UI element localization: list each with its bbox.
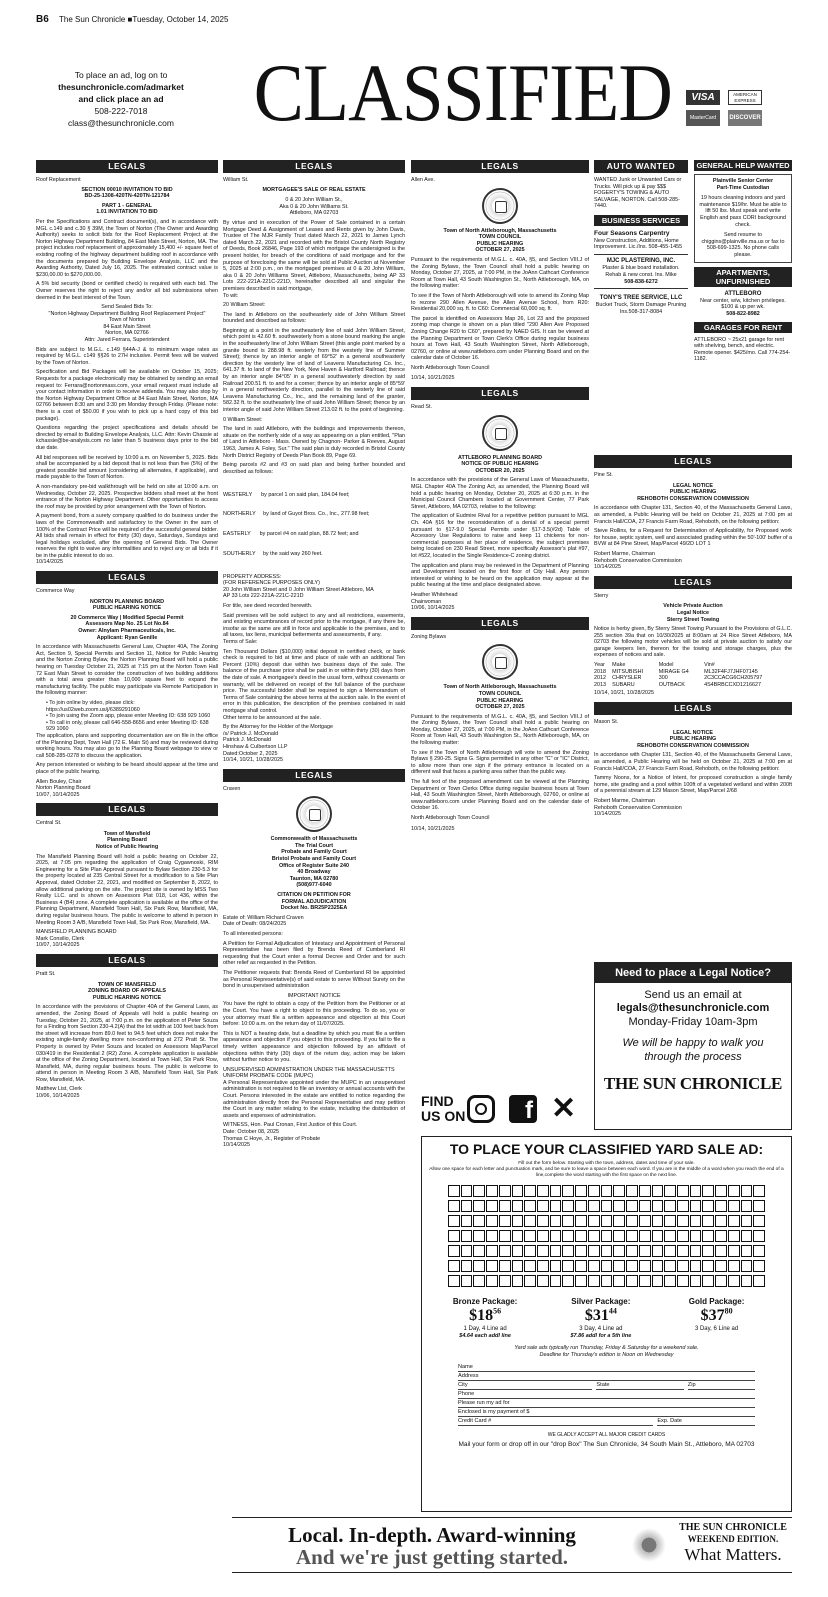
letter-cell[interactable] xyxy=(562,1260,574,1272)
column-45: LEGALS Pine St. LEGAL NOTICE PUBLIC HEARING REHOBOTH CONSERVATION COMMISSION In accordance with Chapter 131, Section 40, of the Massachusetts General Laws, as amended, a Public Hearing will be held on October 21, 2025 at 7:00 pm at Francis Hall/COA, 27 Francis Farm Road, Rehoboth, on the following petition: Steve Rollins, for a Request for Determination of Applicability, for Proposed work for house, septic system, well and associated grading within the 50'-100' buffer of a BVW at 84 Pine Street, Map/Parcel 49/2D LOT 1 Robert Marme, Chairman Rehoboth Conservation Commission 10/14/2025 LEGALS Sterry Vehicle Private Auction Legal Notice Sterry Street Towing Notice is herby given, By Sterry Street Towing Pursuant to the Provisions of G.L.C. 255 section 39a that on 10/30/2025 at 8:00am at 24 Rice Street Attleboro, MA 02703 the following motor vehicles will be sold at private auction to satisfy our garage keepers lien, thereon for the towing and storage charges, plus the expenses of notices and sale. Year Make Model Vin# 2018 MITSUBISHI MIRAGE G4 ML32F4FJ7JHF07145 2012 CHRYSLER 300 2C3CCACG6CH205797 2013 SUBARU OUTBACK 4S4BRBCCXD1216627 10/14, 10/21, 10/28/2025 LEGALS Mason St. LEGAL NOTICE PUBLIC HEARING REHOBOTH CONSERVATION COMMISSION In accordance with Chapter 131, Section 40, of the Massachusetts General Laws, as amended, a Public Hearing will be held on October 21, 2025 at 7:00 pm at Francis Hall/COA, 27 Francis Farm Road, Rehoboth, on the following petition: Tammy Noons, for a Notice of Intent, for proposed construction a single family home, site grading and a pool within 100ft of a vegetated wetland and within 200ft of a perennial stream at 129 Mason Street, Map/Parcel 2/68 Robert Marme, Chairman Rehoboth Conservation Commission 10/14/2025 xyxy=(594,456,792,818)
letter-cell[interactable] xyxy=(690,1185,702,1197)
letter-cell[interactable] xyxy=(575,1215,587,1227)
letter-cell[interactable] xyxy=(728,1260,740,1272)
letter-cell[interactable] xyxy=(486,1230,498,1242)
letter-cell[interactable] xyxy=(702,1260,714,1272)
letter-cell[interactable] xyxy=(741,1260,753,1272)
north-attleborough-seal-icon xyxy=(482,188,518,224)
letter-cell[interactable] xyxy=(588,1245,600,1257)
payment-field[interactable]: Enclosed is my payment of $ xyxy=(458,1408,755,1417)
section-header: LEGALS xyxy=(36,571,218,584)
letter-cell[interactable] xyxy=(639,1185,651,1197)
letter-cell[interactable] xyxy=(550,1200,562,1212)
letter-cell[interactable] xyxy=(728,1275,740,1287)
discover-icon: DISCOVER xyxy=(728,110,762,126)
letter-cell[interactable] xyxy=(448,1260,460,1272)
letter-cell[interactable] xyxy=(562,1215,574,1227)
letter-cell[interactable] xyxy=(753,1245,765,1257)
letter-cell[interactable] xyxy=(512,1200,524,1212)
letter-cell[interactable] xyxy=(512,1275,524,1287)
letter-cell[interactable] xyxy=(702,1185,714,1197)
letter-cell[interactable] xyxy=(728,1215,740,1227)
letter-cell[interactable] xyxy=(537,1245,549,1257)
letter-cell[interactable] xyxy=(524,1215,536,1227)
section-header: LEGALS xyxy=(36,954,218,967)
page-number: B6 xyxy=(36,14,49,25)
letter-cell[interactable] xyxy=(652,1215,664,1227)
job-listing: Plainville Senior Center Part-Time Custodian 19 hours cleaning indoors and yard maintenance $19/hr. Must be able to lift 50 lbs. Must speak and write English and pass CORI background check. Send resume to chiggins@plainville.ma.us or fax to 508-699-1325. No phone calls please. xyxy=(694,174,792,263)
letter-cell[interactable] xyxy=(550,1245,562,1257)
letter-cell[interactable] xyxy=(639,1200,651,1212)
letter-cell[interactable] xyxy=(562,1245,574,1257)
letter-cell[interactable] xyxy=(562,1185,574,1197)
address-field[interactable]: Address xyxy=(458,1372,755,1381)
page-title: CLASSIFIED xyxy=(253,47,672,138)
letter-cell[interactable] xyxy=(639,1275,651,1287)
letter-cell[interactable] xyxy=(524,1260,536,1272)
letter-cell[interactable] xyxy=(588,1275,600,1287)
letter-cell[interactable] xyxy=(702,1245,714,1257)
letter-cell[interactable] xyxy=(486,1185,498,1197)
section-header: LEGALS xyxy=(594,702,792,715)
letter-cell[interactable] xyxy=(702,1215,714,1227)
letter-cell[interactable] xyxy=(473,1245,485,1257)
bronze-package[interactable]: Bronze Package: $\$18^{56}$ 1 Day, 4 Line ad $4.64 each addl line xyxy=(452,1296,518,1340)
letter-cell[interactable] xyxy=(741,1245,753,1257)
letter-cell[interactable] xyxy=(652,1260,664,1272)
letter-cell[interactable] xyxy=(690,1245,702,1257)
letter-cell[interactable] xyxy=(512,1230,524,1242)
letter-cell[interactable] xyxy=(753,1275,765,1287)
card-logos xyxy=(686,90,786,130)
letter-cell[interactable] xyxy=(550,1275,562,1287)
letter-cell[interactable] xyxy=(537,1230,549,1242)
column-3: LEGALS Allen Ave. Town of North Attleborough, Massachusetts TOWN COUNCIL PUBLIC HEARING OCTOBER 27, 2025 Pursuant to the requirements of M.G.L. c. 40A, §5, and Section VIII.J of the Zoning Bylaws, the Town Council shall hold a public hearing on Monday, October 27, 2025, at 7:00 PM, in the JoAnn Cathcart Conference Room at Town Hall, 43 South Washington St., North Attleborough, MA, on the following matter: To see if the Town of North Attleborough will vote to amend its Zoning Map to rezone 290 Allen Avenue, the Allen Avenue School, from R20: Residential 20,000 sq. ft. to C60: Commercial 60,000 sq. ft. The parcel is identified on Assessors Map 26, Lot 23 and the proposed zoning map change is shown on a plan titled "290 Allen Ave Proposed Zoning Change R20 to C60", prepared by NAED GIS. It can be viewed at the Planning Department or Town Clerk's Office during regular business hours at Town Hall, 43 South Washington Street, North Attleborough, 02760, or online at www.nattleboro.com under Planning Board and on the calendar date of October 16. North Attleborough Town Council 10/14, 10/21/2025 LEGALS Read St. ATTLEBORO PLANNING BOARD NOTICE OF PUBLIC HEARING OCTOBER 20, 2025 In accordance with the provisions of the General Laws of Massachusetts, MGL Chapter 40A The Zoning Act, as amended, the Planning Board will hold a public hearing on Monday, October 20, 2025 at 6:30 p.m. in the Municipal Council Chambers located at Government Center, 77 Park Street, Attleboro, MA 02703, relative to the following: The application of Eudmire Rival for a repetitive petition pursuant to MGL Ch. 40A §16 for the reconsideration of a denial of a special permit pursuant to §17-9.0 Special Permits under §17-3.5(#2d) Table of Accessory Use Regulations to raise and keep 11 chickens for non-commercial purposes at her place of residence, the subject premises being located on 230 Read Street, more specifically Assessor's plat #97, lot #522, located in the Single Residence-C zoning district. The application and plans may be reviewed in the Department of Planning and Development located on the first floor of City Hall. Any person interested or wishing to be heard on the application may appear at the public hearing at the time and place designated above. Heather Whitehead Chairwoman 10/06, 10/14/2025 LEGALS Zoning Bylaws Town of North Attleborough, Massachusetts TOWN COUNCIL PUBLIC HEARING OCTOBER 27, 2025 Pursuant to the requirements of M.G.L. c. 40A, §5, and Section VIII.J of the Zoning Bylaws, the Town Council shall hold a public hearing on Monday, October 27, 2025, at 7:00 PM, in the JoAnn Cathcart Conference Room at Town Hall, 43 South Washington St., North Attleborough, MA, on the following matter: To see if the Town of North Attleborough will vote to amend the Zoning Bylaws § 290-25. Signs G. Signs permitted in any other "C" or "IC" District, to allow more than one sign if the primary entrance is located on a different wall that faces a parking area rather than the public way. The full text of the proposed amendment can be viewed at the Planning Department or Town Clerks Office during regular business hours at Town Hall, 43 South Washington Street, North Attleborough, 02760, or online at www.nattleboro.com under Planning Board and on the calendar date of October 16. North Attleborough Town Council 10/14, 10/21/2025 xyxy=(411,161,589,832)
silver-package[interactable]: Silver Package: $\$31^{44}$ 3 Day, 4 Line ad $7.86 addl for a 5th line xyxy=(570,1296,632,1340)
mastercard-icon: MasterCard xyxy=(686,110,720,126)
letter-cell[interactable] xyxy=(461,1275,473,1287)
letter-cell[interactable] xyxy=(664,1185,676,1197)
letter-cell[interactable] xyxy=(499,1200,511,1212)
letter-cell[interactable] xyxy=(601,1275,613,1287)
letter-cell[interactable] xyxy=(652,1275,664,1287)
section-header: LEGALS xyxy=(411,617,589,630)
letter-cell[interactable] xyxy=(715,1245,727,1257)
column-2: LEGALS William St. MORTGAGEE'S SALE OF REAL ESTATE 0 & 20 John William St., Aka 0 & 20 John Williams St. Attleboro, MA 02703 By virtue and in execution of the Power of Sale contained in a certain Mortgage Deed & Assignment of Leases and Rents given by John Davis, Trustee of The MJR Family Trust dated March 22, 2021 to James Lynch dated March 22, 2021 and recorded with the Bristol County North Registry of Deeds, Book 26846, Page 193 of which mortgage the undersigned is the present holder, for breach of the conditions of said mortgage and for the purpose of foreclosing the same will be sold at Public Auction at November 5, 2025 at 2:00 p.m., on the mortgaged premises at 0 & 20 John William, aka 0 & 20 John Williams Street, Attleboro, Massachusetts, being AP 33 Lots 222-221A-221C-221D, hereinafter described all and singular the premises described in said mortgage, To wit: 20 William Street: The land in Attleboro on the southeasterly side of John William Street bounded and described as follows: Beginning at a point in the southeasterly line of said John William Street, which point is 42.60 ft. southwesterly from a stone bound marking the angle in the southeasterly line of John William Street (this angle point marked by a granite bound is 288.98 ft. westerly from the westerly line of Summer Street); thence by an interior angle of 69°52' in a general southeasterly direction by the westerly line of land of Leavens Manufacturing Co. Inc., 641.37 ft. to land of the New York, New Haven & Hartford Railroad; thence by an interior angle 84°05' in a general southwesterly direction by said Railroad 200.51 ft. to and for a corner; thence by an interior angle of 85°59' in a general northwesterly direction, parallel to the westerly line of said Leavens Manufacturing Co., Inc., and the remaining land of the granter, 582.32 ft. to the southeasterly line of said John William Street; thence by an interior angle of said John William Street 213.02 ft. to the point of beginning. 0 William Street: The land in said Attleboro, with the buildings and improvements thereon, situate on the northerly side of a way as appearing on a plan entitled, "Plan of Land in Attleboro - Mass. Owned by Chagnon- Parker & Reeves, August 1963, James A. Foley, Sur." The said plan is duly recorded in Bristol County North District Registry of Deeds Plan Book 89, Page 69. Being parcels #2 and #3 on said plan and being further bounded and described as follows: WESTERLY by parcel 1 on said plan, 184.04 feet; NORTHERLY by land of Guyot Bros. Co., Inc., 277.98 feet; EASTERLY by parcel #4 on said plan, 88.72 feet; and SOUTHERLY by the said way 260 feet. PROPERTY ADDRESS: (FOR REFERENCE PURPOSES ONLY) 20 John William Street and 0 John William Street Attleboro, MA AP 33 Lots 222-221A-221C-221D For title, see deed recorded herewith. Said premises will be sold subject to any and all restrictions, easements, and existing encumbrances of record prior to the mortgage, if any there be, insofar as the same are still in force and applicable to the premises, and to all taxes, tax liens, municipal betterments and assessments, if any. Terms of Sale: Ten Thousand Dollars ($10,000) initial deposit in certified check, or bank check is required to bid at time and place of sale with an additional Ten Percent (10%) deposit due within two business days of the sale. The balance of the purchase price shall be paid in or within thirty (30) days from the date of sale. A mortgagee's deed in the usual form, without covenants or warranty, will be delivered on receipt of the full balance of the purchase price. The successful bidder shall be required to sign a Memorandum of Terms of Sale containing the above terms at the auction sale. In the event of error in this publication, the description of the premises contained in said mortgage shall control. Other terms to be announced at the sale. By the Attorney for the Holder of the Mortgage /s/ Patrick J. McDonald Patrick J. McDonald Hinshaw & Culbertson LLP Dated:October 2, 2025 10/14, 10/21, 10/28/2025 LEGALS Craven Commonwealth of Massachusetts The Trial Court Probate and Family Court Bristol Probate and Family Court Office of Register Suite 240 40 Broadway Taunton, MA 02780 (508)977-6040 CITATION ON PETITION FOR FORMAL ADJUDICATION Docket No. BR25P2325EA Estate of: William Richard Craven Date of Death: 08/24/2025 To all interested persons: A Petition for Formal Adjudication of Intestacy and Appointment of Personal Representative has been filed by Brenda Reed of Cumberland RI requesting that the Court enter a formal Decree and Order and for such other relief as requested in the Petition. The Petitioner requests that: Brenda Reed of Cumberland RI be appointed as Personal Representative(s) of said estate to serve Without Surety on the bond in unsupervised administration IMPORTANT NOTICE You have the right to obtain a copy of the Petition from the Petitioner or at the Court. You have a right to object to this proceeding. To do so, you or your attorney must file a written appearance and objection at this Court before: 10:00 a.m. on the return day of 11/07/2025. This is NOT a hearing date, but a deadline by which you must file a written appearance and objection if you object to this proceeding. If you fail to file a timely written appearance and objection followed by an affidavit of objections within thirty (30) days of the return day, action may be taken without further notice to you. UNSUPERVISED ADMINISTRATION UNDER THE MASSACHUSETTS UNIFORM PROBATE CODE (MUPC) A Personal Representative appointed under the MUPC in an unsupervised administration is not required to file an inventory or annual accounts with the Court. Persons interested in the estate are entitled to notice regarding the administration directly from the Personal Representative and may petition the Court in any matter relating to the estate, including the distribution of assets and expenses of administration. WITNESS, Hon. Paul Cronan, First Justice of this Court. Date: October 08, 2025 Thomas C Hoye, Jr., Register of Probate 10/14/2025 xyxy=(223,161,405,1149)
section-header: LEGALS xyxy=(223,160,405,173)
letter-cell[interactable] xyxy=(473,1185,485,1197)
visa-icon: VISA xyxy=(686,90,720,105)
letter-cell[interactable] xyxy=(588,1215,600,1227)
letter-cell[interactable] xyxy=(639,1215,651,1227)
section-header: LEGALS xyxy=(411,160,589,173)
letter-cell[interactable] xyxy=(575,1245,587,1257)
email-link[interactable]: class@thesunchronicle.com xyxy=(68,117,174,128)
legals-email-link[interactable]: legals@thesunchronicle.com xyxy=(616,1002,770,1015)
letter-cell[interactable] xyxy=(664,1230,676,1242)
letter-cell[interactable] xyxy=(753,1215,765,1227)
letter-cell[interactable] xyxy=(677,1200,689,1212)
letter-cell[interactable] xyxy=(473,1215,485,1227)
exp-date-field[interactable]: Exp. Date xyxy=(657,1418,755,1426)
name-field[interactable]: Name xyxy=(458,1363,755,1372)
letter-cell[interactable] xyxy=(537,1185,549,1197)
letter-cell[interactable] xyxy=(486,1215,498,1227)
table-header: Year Make Model Vin# xyxy=(594,662,715,669)
letter-cell[interactable] xyxy=(562,1230,574,1242)
attleboro-seal-icon xyxy=(482,415,518,451)
sun-chronicle-logo: THE SUN CHRONICLE xyxy=(603,1074,783,1094)
letter-cell[interactable] xyxy=(499,1185,511,1197)
letter-cell[interactable] xyxy=(448,1215,460,1227)
letter-cell[interactable] xyxy=(741,1230,753,1242)
letter-cell[interactable] xyxy=(613,1245,625,1257)
letter-cell[interactable] xyxy=(448,1245,460,1257)
page-header: B6 The Sun Chronicle ■Tuesday, October 14, 2025 xyxy=(36,14,229,25)
section-header: APARTMENTS, UNFURNISHED xyxy=(694,267,792,287)
letter-cell[interactable] xyxy=(626,1230,638,1242)
letter-cell[interactable] xyxy=(601,1200,613,1212)
letter-cell[interactable] xyxy=(588,1200,600,1212)
letter-cell[interactable] xyxy=(753,1260,765,1272)
letter-cell[interactable] xyxy=(741,1275,753,1287)
letter-cell[interactable] xyxy=(652,1185,664,1197)
letter-cell[interactable] xyxy=(728,1245,740,1257)
letter-cell[interactable] xyxy=(664,1215,676,1227)
letter-cell[interactable] xyxy=(499,1260,511,1272)
run-ad-field[interactable]: Please run my ad for xyxy=(458,1399,755,1408)
letter-cell[interactable] xyxy=(512,1215,524,1227)
instagram-icon[interactable] xyxy=(467,1095,495,1123)
letter-cell[interactable] xyxy=(601,1230,613,1242)
letter-cell[interactable] xyxy=(613,1185,625,1197)
section-header: BUSINESS SERVICES xyxy=(594,215,688,226)
letter-cell[interactable] xyxy=(677,1185,689,1197)
legal-notice-ad: Need to place a Legal Notice? Send us an email at legals@thesunchronicle.com Monday-Friday 10am-3pm We will be happy to walk you through the process THE SUN CHRONICLE xyxy=(594,962,792,1130)
table-row: 2012 CHRYSLER 300 2C3CCACG6CH205797 xyxy=(594,675,763,682)
letter-cell[interactable] xyxy=(613,1275,625,1287)
letter-cell[interactable] xyxy=(486,1260,498,1272)
facebook-icon[interactable]: f xyxy=(509,1095,537,1123)
table-row: 2018 MITSUBISHI MIRAGE G4 ML32F4FJ7JHF07145 xyxy=(594,668,758,675)
letter-cell[interactable] xyxy=(715,1200,727,1212)
letter-cell[interactable] xyxy=(575,1275,587,1287)
letter-cell[interactable] xyxy=(601,1185,613,1197)
letter-cell[interactable] xyxy=(677,1275,689,1287)
sun-logo-icon xyxy=(632,1528,666,1562)
letter-cell[interactable] xyxy=(677,1245,689,1257)
letter-cell[interactable] xyxy=(562,1275,574,1287)
letter-cell[interactable] xyxy=(575,1230,587,1242)
letter-cell[interactable] xyxy=(473,1275,485,1287)
letter-cell[interactable] xyxy=(753,1200,765,1212)
letter-cell[interactable] xyxy=(575,1260,587,1272)
letter-cell[interactable] xyxy=(753,1230,765,1242)
letter-cell[interactable] xyxy=(461,1200,473,1212)
zoom-link[interactable]: • To join online by video, please click: https://us02web.zoom.us/j/6389291060 xyxy=(46,699,140,713)
table-row: 2013 SUBARU OUTBACK 4S4BRBCCXD1216627 xyxy=(594,681,762,688)
letter-cell[interactable] xyxy=(664,1260,676,1272)
letter-cell[interactable] xyxy=(664,1245,676,1257)
letter-cell[interactable] xyxy=(448,1185,460,1197)
letter-cell[interactable] xyxy=(728,1200,740,1212)
letter-cell[interactable] xyxy=(626,1215,638,1227)
letter-cell[interactable] xyxy=(652,1230,664,1242)
section-header: LEGALS xyxy=(594,576,792,589)
letter-cell[interactable] xyxy=(690,1200,702,1212)
footer-banner: Local. In-depth. Award-winning And we're just getting started. THE SUN CHRONICLE WEEKEND EDITION. What Matters. xyxy=(232,1517,792,1573)
letter-cell[interactable] xyxy=(537,1260,549,1272)
section-header: LEGALS xyxy=(36,160,218,173)
letter-cell[interactable] xyxy=(702,1200,714,1212)
letter-cell[interactable] xyxy=(601,1215,613,1227)
amex-icon: AMERICAN EXPRESS xyxy=(728,90,762,105)
letter-cell[interactable] xyxy=(461,1185,473,1197)
letter-cell[interactable] xyxy=(575,1185,587,1197)
letter-cell[interactable] xyxy=(677,1215,689,1227)
letter-cell[interactable] xyxy=(702,1275,714,1287)
letter-cell[interactable] xyxy=(601,1260,613,1272)
paper-name: The Sun Chronicle xyxy=(59,15,126,24)
phone-field[interactable]: Phone xyxy=(458,1390,755,1399)
bounds-list: WESTERLY by parcel 1 on said plan, 184.04 feet; NORTHERLY by land of Guyot Bros. Co., Inc., 277.98 feet; EASTERLY by parcel #4 on said plan, 88.72 feet; and SOUTHERLY by the said way 260 feet. xyxy=(223,491,370,557)
letter-cell[interactable] xyxy=(626,1185,638,1197)
letter-cell[interactable] xyxy=(702,1230,714,1242)
letter-cell[interactable] xyxy=(550,1260,562,1272)
letter-cell[interactable] xyxy=(728,1185,740,1197)
letter-cell[interactable] xyxy=(715,1185,727,1197)
letter-cell[interactable] xyxy=(664,1275,676,1287)
letter-cell[interactable] xyxy=(626,1200,638,1212)
letter-cell[interactable] xyxy=(677,1230,689,1242)
gold-package[interactable]: Gold Package: $\$37^{80}$ 3 Day, 6 Line ad xyxy=(688,1296,745,1332)
letter-cell[interactable] xyxy=(486,1200,498,1212)
commonwealth-seal-icon xyxy=(296,796,332,832)
letter-grid[interactable] xyxy=(448,1185,765,1289)
letter-cell[interactable] xyxy=(524,1230,536,1242)
letter-cell[interactable] xyxy=(588,1260,600,1272)
letter-cell[interactable] xyxy=(461,1260,473,1272)
letter-cell[interactable] xyxy=(512,1185,524,1197)
packages xyxy=(428,1297,785,1340)
letter-cell[interactable] xyxy=(512,1260,524,1272)
column-1: LEGALS Roof Replacement SECTION 00010 INVITATION TO BID BD-25-1308-420TN-420TN-121784 PART 1 - GENERAL 1.01 INVITATION TO BID Per the Specifications and Contract document(s), and in accordance with MGL c.149 and c.30 § 39M, the Town of Norton (The Owner and Awarding Authority) seeks to solicit bids for the Roof Replacement Project at the Norton Highway Department Building, 84 East Main Street, Norton, MA. The project includes roof replacement of approximately 15,400 +/- square feet of existing roofing of the highway department building roof in accordance with the documents prepared by Building Envelope Analysis, LLC and the Awarding Authority, Dated July 16, 2025. The estimated contract value is $230,00.00 to $270,000.00. A 5% bid security (bond or certified check) is required with each bid. The Owner reserves the right to reject any and/or all bid submissions when deemed in the best interest of the Town. Send Sealed Bids To: "Norton Highway Department Building Roof Replacement Project" Town of Norton 84 East Main Street Norton, MA 02766 Attn: Jared Ferrara, Superintendent Bids are subject to M.G.L. c.149 §44A-J & to minimum wage rates as required by M.G.L. c149 §§26 to 27H inclusive. Permit fees will be waived by the Town of Norton. Specification and Bid Packages will be available on October 15, 2025; Requests for a package electronically may be obtained by sending an email request to: Ferrara@nortonmass.com, your email request must include all your contact information in order to receive addenda. You may also stop by the Norton Highway Department Office at 84 East Main Street, Norton, MA 02766 between 8:30 am and 3:30 pm Monday through Friday. (Please note: there is a cost of $50.00 if you wish to pick up a hard copy of this bid package). Questions regarding the project specifications and details should be directed by email to Building Envelope Analysis, LLC. Attn: Kevin Chassie at kchassie@be-analysis.com no later than 5 business days prior to the bid due date. All bid responses will be received by 10:00 a.m. on November 5, 2025. Bids shall be accompanied by a bid deposit that is not less than five (5%) of the greatest possible bid amount (considering all alternates, if applicable), and made payable to the Town of Norton. A non-mandatory pre-bid walkthrough will be held on site at 10:00 a.m. on Wednesday, October 22, 2025. Prospective bidders shall meet at the front entrance of the Norton Highway Department. Other opportunities to access the roof may be provided by prior arrangement with the Town of Norton. A payment bond, from a surety company qualified to do business under the laws of the Commonwealth and satisfactory to the Owner in the sum of 100% of the Contract Price will be required of the successful general bidder. All bids shall remain in effect for thirty (30) days, Saturdays, Sundays and legal holidays excluded, after the opening of General Bids. The Owner reserves the right to waive any informalities and to reject any or all bids if it be in the public interest to do so. 10/14/2025 LEGALS Commerce Way NORTON PLANNING BOARD PUBLIC HEARING NOTICE 20 Commerce Way | Modified Special Permit Assessors Map No. 25 Lot No.84 Owner: Alnylam Pharmaceuticals, Inc. Applicant: Ryan Genille In accordance with Massachusetts General Law, Chapter 40A, The Zoning Act, Section 9, Special Permits and Section 11, Notice for Public Hearing and the Norton Zoning Bylaw, the Norton Planning Board will hold a public hearing on Tuesday October 21, 2025 at 7:15 pm at the Norton Town Hall 72 East Main Street to consider the construction of two building additions with a total area greater than 10,000 square feet to expand the manufacturing facility. The public may participate via Remote Participation in the following manner: • To join online by video, please click: https://us02web.zoom.us/j/6389291060 • To join using the Zoom app, please enter Meeting ID: 638 929 1060 • To call in only, please call 646-558-8656 and enter Meeting ID: 638 929 1060 The application, plans and supporting documentation are on file in the office of the Planning Dept, Town Hall (72 E. Main St) and may be reviewed during working hours. You may also go to the Planning Board webpage to view or call 508-285-0278 to discuss the application. Any person interested or wishing to be heard should appear at the time and place of the public hearing. Allen Bouley, Chair Norton Planning Board 10/07, 10/14/2025 LEGALS Central St. Town of Mansfield Planning Board Notice of Public Hearing The Mansfield Planning Board will hold a public hearing on October 22, 2025, at 7:05 pm regarding the application of Craig Cygawnoski, RIM Engineering for a Site Plan Approval pursuant to Bylaw Section 230-5.3 for the property located at 235 Central Street for a modification to a Site Plan Approval, dated October 22, 2021, and modified on September 8, 2022, to allow additional parking on the site. The project site is owned by MSS Two Realty LLC. and is shown on Assessors Plat 018, Lot 436, within the Business 4 (B4) zone. A complete application is available at the office of the Planning Department, Mansfield Town Hall, Six Park Row, Mansfield, MA, during regular business hours. The public is welcome to attend in person in Meeting Room 3 A/B, Mansfield Town Hall, Six Park Row, Mansfield, MA. MANSFIELD PLANNING BOARD Mark Consilio, Clerk 10/07, 10/14/2025 LEGALS Pratt St. TOWN OF MANSFIELD ZONING BOARD OF APPEALS PUBLIC HEARING NOTICE In accordance with the provisions of Chapter 40A of the General Laws, as amended, the Zoning Board of Appeals will hold a public hearing on Tuesday, October 21, 2025, at 7:00 p.m. on the application of Peter Souza for a Finding from Section 230-4.2(A) that the lot width at 100 feet back from the street will increase from 89.0 feet to 94.5 feet which does not make the existing single-family dwelling more non-conforming at 272 Pratt St. The Property is owned by Peter Souza and located on Assessors Map/Parcel 030/419 in the Residential 2 (R2) Zone. A complete application is available at the office of the Zoning Department, located at Town Hall, Six Park Row, Mansfield, MA, during regular business hours. The public is welcome to attend in person in Meeting Room 3 A/B, Mansfield Town Hall, Six Park Row, Mansfield, MA. Matthew List, Clerk 10/06, 10/14/2025 xyxy=(36,161,218,1100)
letter-cell[interactable] xyxy=(715,1215,727,1227)
letter-cell[interactable] xyxy=(728,1230,740,1242)
letter-cell[interactable] xyxy=(499,1230,511,1242)
state-field[interactable]: State xyxy=(596,1382,683,1390)
letter-cell[interactable] xyxy=(499,1215,511,1227)
letter-cell[interactable] xyxy=(550,1215,562,1227)
letter-cell[interactable] xyxy=(613,1200,625,1212)
letter-cell[interactable] xyxy=(715,1230,727,1242)
letter-cell[interactable] xyxy=(639,1245,651,1257)
letter-cell[interactable] xyxy=(448,1200,460,1212)
letter-cell[interactable] xyxy=(626,1245,638,1257)
zip-field[interactable]: Zip xyxy=(688,1382,755,1390)
contact-fields xyxy=(458,1363,755,1426)
city-field[interactable]: City xyxy=(458,1382,592,1390)
letter-cell[interactable] xyxy=(499,1275,511,1287)
letter-cell[interactable] xyxy=(499,1245,511,1257)
letter-cell[interactable] xyxy=(512,1245,524,1257)
letter-cell[interactable] xyxy=(626,1260,638,1272)
letter-cell[interactable] xyxy=(690,1260,702,1272)
letter-cell[interactable] xyxy=(664,1200,676,1212)
letter-cell[interactable] xyxy=(550,1230,562,1242)
letter-cell[interactable] xyxy=(588,1230,600,1242)
letter-cell[interactable] xyxy=(448,1230,460,1242)
admarket-link[interactable]: thesunchronicle.com/admarket xyxy=(58,81,184,92)
letter-cell[interactable] xyxy=(537,1275,549,1287)
letter-cell[interactable] xyxy=(524,1185,536,1197)
letter-cell[interactable] xyxy=(613,1230,625,1242)
section-header: LEGALS xyxy=(594,455,792,468)
letter-cell[interactable] xyxy=(741,1200,753,1212)
letter-cell[interactable] xyxy=(626,1275,638,1287)
letter-cell[interactable] xyxy=(613,1215,625,1227)
letter-cell[interactable] xyxy=(741,1215,753,1227)
letter-cell[interactable] xyxy=(473,1200,485,1212)
section-header: GARAGES FOR RENT xyxy=(694,322,792,333)
letter-cell[interactable] xyxy=(524,1200,536,1212)
vehicle-table xyxy=(594,662,792,688)
letter-cell[interactable] xyxy=(613,1260,625,1272)
letter-cell[interactable] xyxy=(652,1200,664,1212)
social-links: FIND US ON f ✕ xyxy=(421,1092,577,1125)
column-4: AUTO WANTED WANTED Junk or Unwanted Cars or Trucks. Will pick up & pay $$$ FOGERTY'S TOWING & AUTO SALVAGE, NORTON. Call 508-285-7440. BUSINESS SERVICES Four Seasons Carpentry New Construction, Additions, Home Improvement. Lic./Ins. 508-455-1455 MJC PLASTERING, INC. Plaster & blue board installation. Rehab & new const. Ins. Mike 508-838-6272 TONY'S TREE SERVICE, LLC Bucket Truck, Storm Damage Pruning Ins.508-317-8084 xyxy=(594,161,687,316)
letter-cell[interactable] xyxy=(588,1185,600,1197)
letter-cell[interactable] xyxy=(448,1275,460,1287)
section-header: LEGALS xyxy=(36,803,218,816)
letter-cell[interactable] xyxy=(690,1215,702,1227)
place-ad-info: To place an ad, log on to thesunchronicle.com/admarket and click place an ad 508-222-7018 class@thesunchronicle.com xyxy=(36,70,206,129)
letter-cell[interactable] xyxy=(524,1245,536,1257)
letter-cell[interactable] xyxy=(550,1185,562,1197)
letter-cell[interactable] xyxy=(537,1200,549,1212)
letter-cell[interactable] xyxy=(473,1230,485,1242)
x-icon[interactable]: ✕ xyxy=(551,1092,577,1125)
letter-cell[interactable] xyxy=(562,1200,574,1212)
letter-cell[interactable] xyxy=(690,1230,702,1242)
section-header: AUTO WANTED xyxy=(594,160,688,173)
phone: 508-222-7018 xyxy=(94,105,148,116)
letter-cell[interactable] xyxy=(537,1215,549,1227)
letter-cell[interactable] xyxy=(690,1275,702,1287)
letter-cell[interactable] xyxy=(486,1245,498,1257)
column-5: GENERAL HELP WANTED Plainville Senior Center Part-Time Custodian 19 hours cleaning indoors and yard maintenance $19/hr. Must be able to lift 50 lbs. Must speak and write English and pass CORI background check. Send resume to chiggins@plainville.ma.us or fax to 508-699-1325. No phone calls please. APARTMENTS, UNFURNISHED ATTLEBORO Near center, w/w, kitchen privileges. $100 & up per wk. 508-822-8982 GARAGES FOR RENT ATTLEBORO ~ 25x21 garage for rent with shelving, bench, and electric. Remote opener. $425/mo. Call 774-254-1182. xyxy=(694,161,791,363)
letter-cell[interactable] xyxy=(753,1185,765,1197)
section-header: GENERAL HELP WANTED xyxy=(694,160,792,171)
letter-cell[interactable] xyxy=(677,1260,689,1272)
letter-cell[interactable] xyxy=(524,1275,536,1287)
page-date: Tuesday, October 14, 2025 xyxy=(132,15,229,24)
letter-cell[interactable] xyxy=(461,1215,473,1227)
credit-card-field[interactable]: Credit Card # xyxy=(458,1418,653,1426)
letter-cell[interactable] xyxy=(715,1275,727,1287)
letter-cell[interactable] xyxy=(741,1185,753,1197)
letter-cell[interactable] xyxy=(461,1230,473,1242)
letter-cell[interactable] xyxy=(639,1260,651,1272)
letter-cell[interactable] xyxy=(575,1200,587,1212)
north-attleborough-seal-icon xyxy=(482,644,518,680)
section-header: LEGALS xyxy=(411,387,589,400)
letter-cell[interactable] xyxy=(461,1245,473,1257)
letter-cell[interactable] xyxy=(715,1260,727,1272)
section-header: LEGALS xyxy=(223,769,405,782)
letter-cell[interactable] xyxy=(601,1245,613,1257)
letter-cell[interactable] xyxy=(486,1275,498,1287)
yard-sale-form: TO PLACE YOUR CLASSIFIED YARD SALE AD: Fill out the form below. Starting with the town, address, dates and time of your sale. Allow one space for each letter and punctuation mark, and be sure to leave a space between each word. If you are in the middle of a word when you reach the end of a line,complete the word starting with the first space on the next line. Bronze Package: $\$18^{56}$ 1 Day, 4 Line ad $4.64 each addl line Silver Package: $\$31^{44}$ 3 Day, 4 Line ad $7.86 addl for a 5th line Gold Package: $\$37^{80}$ 3 Day, 6 Line ad Yard sale ads typically run Thursday, Friday & Saturday for a weekend sale. Deadline for Thursday's edition is Noon on Wednesday Name Address City State Zip Phone Please run my ad for Enclosed is my payment of $ Credit Card # Exp. Date WE GLADLY ACCEPT ALL MAJOR CREDIT CARDS Mail your form or drop off in our "drop Box" The Sun Chronicle, 34 South Main St., Attleboro, MA 02703 xyxy=(421,1136,792,1512)
letter-cell[interactable] xyxy=(652,1245,664,1257)
letter-cell[interactable] xyxy=(473,1260,485,1272)
letter-cell[interactable] xyxy=(639,1230,651,1242)
